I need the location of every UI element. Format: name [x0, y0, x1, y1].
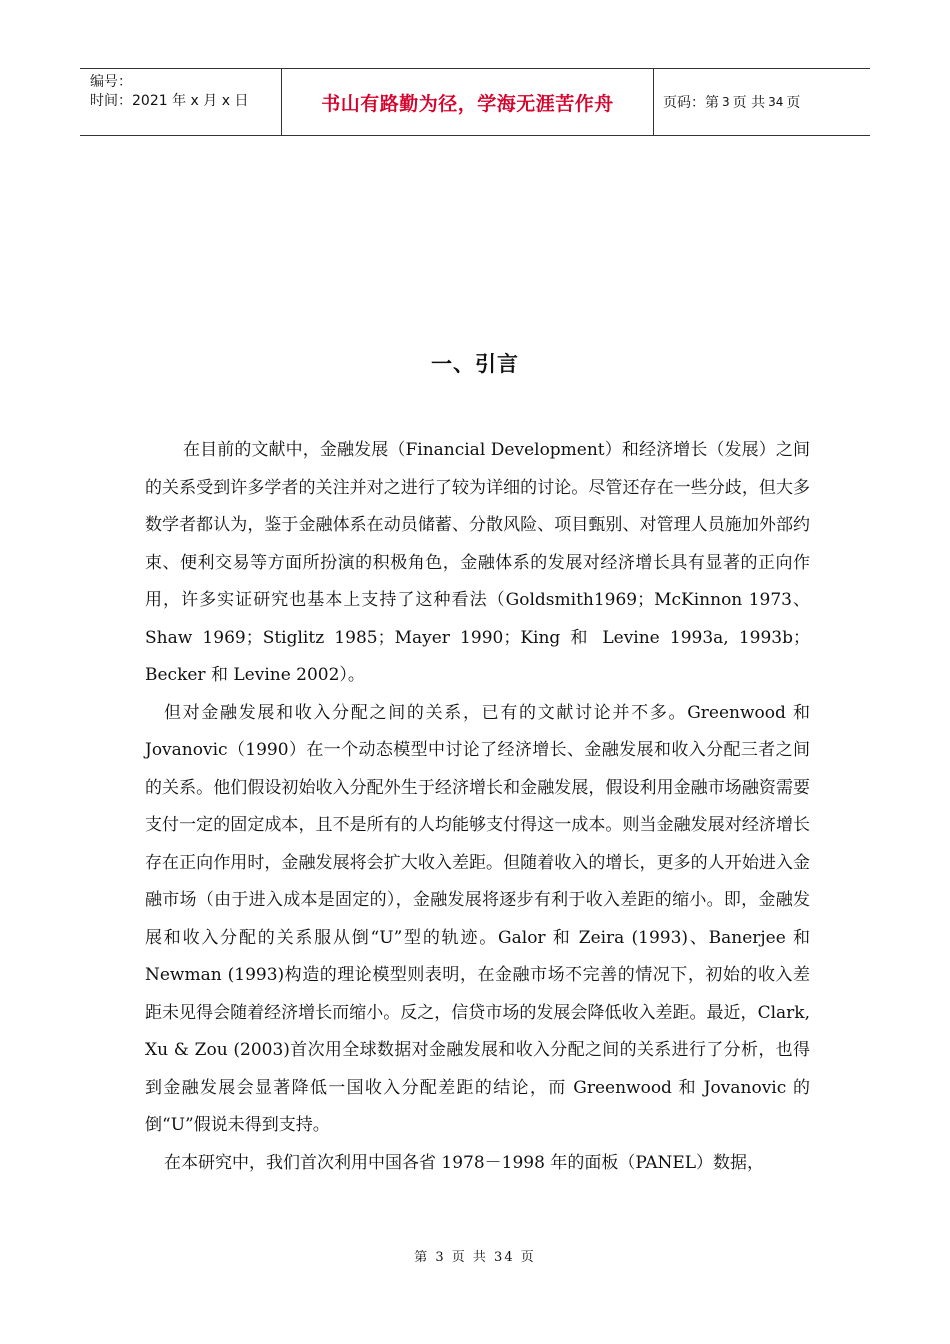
header-motto: 书山有路勤为径，学海无涯苦作舟 [282, 69, 654, 135]
paragraph-2: 但对金融发展和收入分配之间的关系，已有的文献讨论并不多。Greenwood 和 Jovanovic（1990）在一个动态模型中讨论了经济增长、金融发展和收入分配三者之间的关系。他们假设初始收入分配外生于经济增长和金融发展，假设利用金融市场融资需要支付一定的固定成本，且不是所有的人均能够支付得这一成本。则当金融发展对经济增长存在正向作用时，金融发展将会扩大收入差距。但随着收入的增长，更多的人开始进入金融市场（由于进入成本是固定的），金融发展将逐步有利于收入差距的缩小。即，金融发展和收入分配的关系服从倒“U”型的轨迹。Galor 和 Zeira (1993)、Banerjee 和 Newman (1993)构造的理论模型则表明，在金融市场不完善的情况下，初始的收入差距未见得会随着经济增长而缩小。反之，信贷市场的发展会降低收入差距。最近，Clark, Xu & Zou (2003)首次用全球数据对金融发展和收入分配之间的关系进行了分析，也得到金融发展会显著降低一国收入分配差距的结论，而 Greenwood 和 Jovanovic 的倒“U”假说未得到支持。 [145, 702, 810, 1135]
header-number-label: 编号： [90, 74, 132, 90]
paragraph-1: 在目前的文献中，金融发展（Financial Development）和经济增长（发展）之间的关系受到许多学者的关注并对之进行了较为详细的讨论。尽管还存在一些分歧，但大多数学者都认为，鉴于金融体系在动员储蓄、分散风险、项目甄别、对管理人员施加外部约束、便利交易等方面所扮演的积极角色，金融体系的发展对经济增长具有显著的正向作用，许多实证研究也基本上支持了这种看法（Goldsmith1969；McKinnon 1973、Shaw 1969；Stiglitz 1985；Mayer 1990；King 和 Levine 1993a, 1993b；Becker 和 Levine 2002）。 [145, 440, 810, 685]
body-text [145, 432, 810, 1182]
page-total: 34 [768, 95, 784, 109]
section-title: 一、引言 [431, 352, 519, 376]
page-label-suffix: 页 [786, 95, 801, 111]
page-current: 3 [722, 95, 730, 109]
paragraph-3: 在本研究中，我们首次利用中国各省 1978－1998 年的面板（PANEL）数据， [164, 1152, 765, 1173]
page-label-prefix: 页码：第 [663, 95, 719, 111]
header-time-label: 时间：2021 年 x 月 x 日 [90, 93, 249, 109]
header-meta [80, 69, 282, 135]
page-label-mid: 页 共 [732, 95, 766, 111]
header-page-info [654, 69, 870, 135]
page-header [80, 68, 870, 136]
page-footer: 第 3 页 共 34 页 [414, 1250, 536, 1265]
